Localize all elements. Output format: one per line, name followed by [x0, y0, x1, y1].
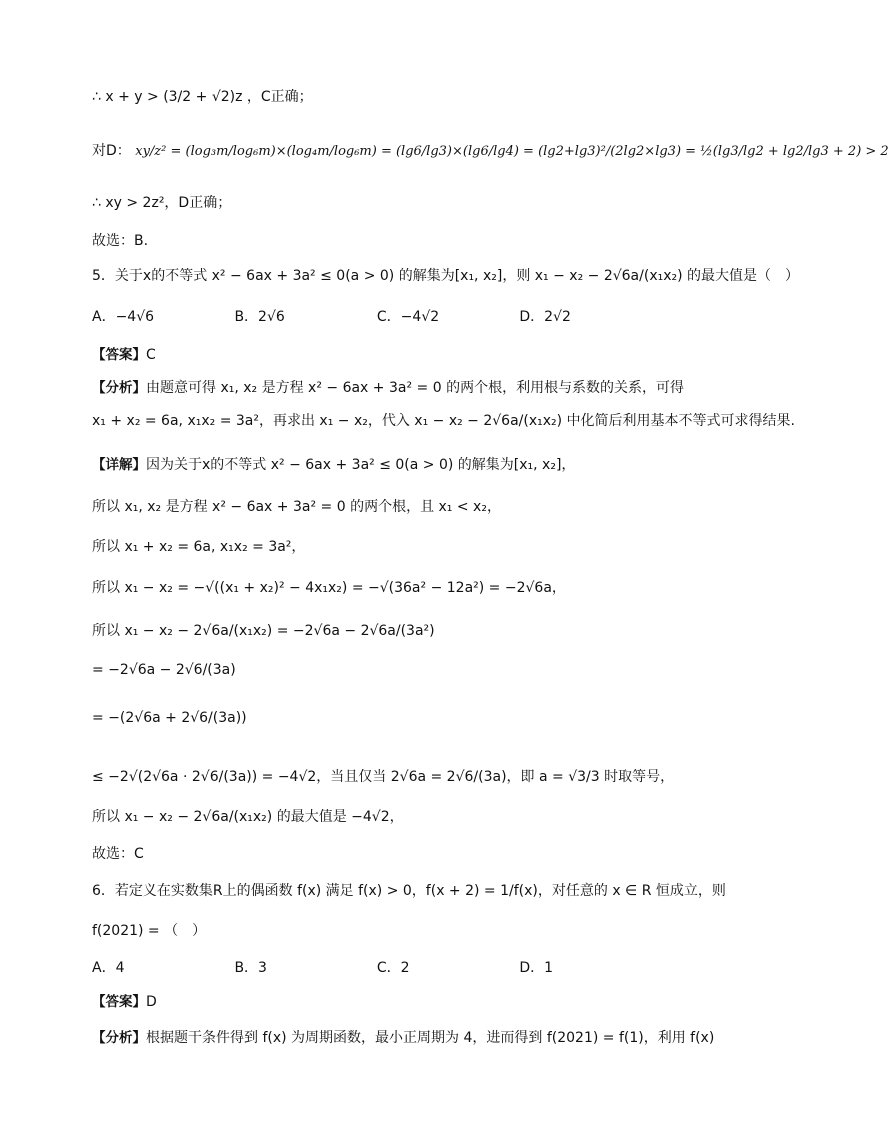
step-line: 所以 x₁ − x₂ − 2√6a/(x₁x₂) = −2√6a − 2√6a/(3a²) [92, 623, 435, 639]
detail-5 [92, 453, 575, 474]
math-expression: xy/z² = (log₃m/log₆m)×(log₄m/log₆m) = (lg6/lg3)×(lg6/lg4) = (lg2+lg3)²/(2lg2×lg3) = ½(lg3/lg2 + lg2/lg3 + 2) > 2 [135, 144, 889, 159]
analysis-6 [92, 1026, 714, 1047]
answer-5 [92, 343, 156, 363]
question-6: 6．若定义在实数集R上的偶函数 f(x) 满足 f(x) > 0，f(x + 2) = 1/f(x)，对任意的 x ∈ R 恒成立，则 [92, 883, 726, 899]
option-b: B．2√6 [234, 309, 285, 325]
answer-6 [92, 990, 157, 1010]
text-line: ∴ xy > 2z²，D正确； [92, 195, 232, 211]
analysis-text: 根据题干条件得到 f(x) 为周期函数，最小正周期为 4，进而得到 f(2021) = f(1)，利用 f(x) [146, 1030, 715, 1046]
text-line: 故选：B. [92, 233, 149, 249]
option-d: D．1 [519, 960, 554, 976]
answer-value: C [146, 347, 156, 363]
step-line: 所以 x₁ + x₂ = 6a, x₁x₂ = 3a²， [92, 539, 306, 555]
text-line: ∴ x + y > (3/2 + √2)z ，C正确； [92, 89, 313, 105]
option-a: A．−4√6 [92, 309, 155, 325]
options-6 [92, 957, 657, 977]
detail-text: 因为关于x的不等式 x² − 6ax + 3a² ≤ 0(a > 0) 的解集为[x₁, x₂]， [146, 457, 576, 473]
question-5: 5．关于x的不等式 x² − 6ax + 3a² ≤ 0(a > 0) 的解集为[x₁, x₂]，则 x₁ − x₂ − 2√6a/(x₁x₂) 的最大值是（ ） [92, 268, 800, 284]
step-line: 所以 x₁, x₂ 是方程 x² − 6ax + 3a² = 0 的两个根，且 x₁ < x₂， [92, 499, 501, 515]
analysis-label: 【分析】 [92, 1030, 146, 1046]
analysis-text: 由题意可得 x₁, x₂ 是方程 x² − 6ax + 3a² = 0 的两个根，利用根与系数的关系，可得 [146, 380, 685, 396]
analysis-5-cont: x₁ + x₂ = 6a, x₁x₂ = 3a²，再求出 x₁ − x₂，代入 x₁ − x₂ − 2√6a/(x₁x₂) 中化简后利用基本不等式可求得结果. [92, 413, 795, 429]
step-line: 故选：C [92, 846, 144, 862]
text-line [92, 140, 889, 160]
step-line: = −(2√6a + 2√6/(3a)) [92, 710, 247, 726]
answer-value: D [146, 994, 157, 1010]
label-d: 对D： [92, 143, 131, 159]
analysis-5 [92, 376, 684, 397]
option-c: C．2 [376, 960, 410, 976]
step-line: ≤ −2√(2√6a · 2√6/(3a)) = −4√2，当且仅当 2√6a = 2√6/(3a)，即 a = √3/3 时取等号， [92, 769, 675, 785]
step-line: 所以 x₁ − x₂ − 2√6a/(x₁x₂) 的最大值是 −4√2， [92, 809, 404, 825]
question-6-cont: f(2021) = （ ） [92, 923, 207, 939]
analysis-label: 【分析】 [92, 380, 146, 396]
options-5 [92, 306, 657, 326]
option-a: A．4 [92, 960, 125, 976]
option-c: C．−4√2 [376, 309, 440, 325]
option-d: D．2√2 [519, 309, 571, 325]
answer-label: 【答案】 [92, 347, 146, 363]
step-line: 所以 x₁ − x₂ = −√((x₁ + x₂)² − 4x₁x₂) = −√(36a² − 12a²) = −2√6a， [92, 580, 566, 596]
option-b: B．3 [234, 960, 267, 976]
detail-label: 【详解】 [92, 457, 146, 473]
answer-label: 【答案】 [92, 994, 146, 1010]
step-line: = −2√6a − 2√6/(3a) [92, 662, 236, 678]
